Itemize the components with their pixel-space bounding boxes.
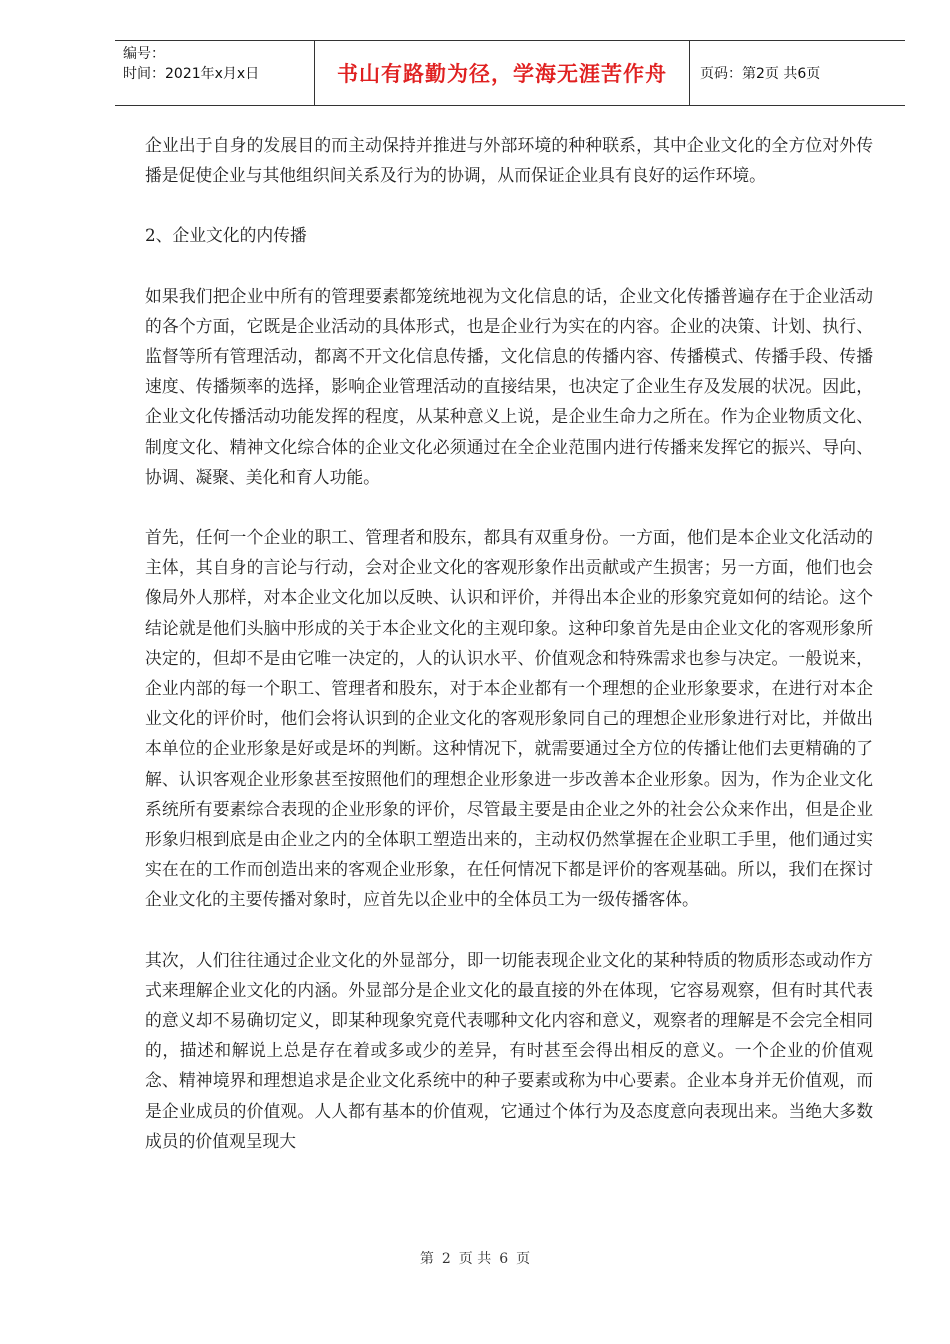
- footer-suffix: 页: [516, 1251, 531, 1267]
- header-slogan: 书山有路勤为径，学海无涯苦作舟: [315, 41, 690, 105]
- page-footer: [0, 1248, 950, 1268]
- header-meta: [115, 41, 315, 105]
- serial-number-label: 编号：: [123, 46, 165, 62]
- document-body: [145, 130, 873, 1186]
- section-heading: 2、企业文化的内传播: [145, 225, 307, 246]
- footer-current-page: 2: [441, 1251, 451, 1267]
- footer-middle: 页 共: [458, 1251, 492, 1267]
- header-page-number: 页码：第2页 共6页: [700, 66, 821, 82]
- page-header: [115, 40, 905, 106]
- paragraph: 首先，任何一个企业的职工、管理者和股东，都具有双重身份。一方面，他们是本企业文化活动的主体，其自身的言论与行动，会对企业文化的客观形象作出贡献或产生损害；另一方面，他们也会像局外人那样，对本企业文化加以反映、认识和评价，并得出本企业的形象究竟如何的结论。这个结论就是他们头脑中形成的关于本企业文化的主观印象。这种印象首先是由企业文化的客观形象所决定的，但却不是由它唯一决定的，人的认识水平、价值观念和特殊需求也参与决定。一般说来，企业内部的每一个职工、管理者和股东，对于本企业都有一个理想的企业形象要求，在进行对本企业文化的评价时，他们会将认识到的企业文化的客观形象同自己的理想企业形象进行对比，并做出本单位的企业形象是好或是坏的判断。这种情况下，就需要通过全方位的传播让他们去更精确的了解、认识客观企业形象甚至按照他们的理想企业形象进一步改善本企业形象。因为，作为企业文化系统所有要素综合表现的企业形象的评价，尽管最主要是由企业之外的社会公众来作出，但是企业形象归根到底是由企业之内的全体职工塑造出来的，主动权仍然掌握在企业职工手里，他们通过实实在在的工作而创造出来的客观企业形象，在任何情况下都是评价的客观基础。所以，我们在探讨企业文化的主要传播对象时，应首先以企业中的全体员工为一级传播客体。: [145, 527, 873, 910]
- paragraph: 企业出于自身的发展目的而主动保持并推进与外部环境的种种联系，其中企业文化的全方位对外传播是促使企业与其他组织间关系及行为的协调，从而保证企业具有良好的运作环境。: [145, 135, 873, 186]
- footer-total-pages: 6: [499, 1251, 509, 1267]
- time-label: 时间：2021年x月x日: [123, 66, 260, 82]
- paragraph: 其次，人们往往通过企业文化的外显部分，即一切能表现企业文化的某种特质的物质形态或动作方式来理解企业文化的内涵。外显部分是企业文化的最直接的外在体现，它容易观察，但有时其代表的意义却不易确切定义，即某种现象究竟代表哪种文化内容和意义，观察者的理解是不会完全相同的，描述和解说上总是存在着或多或少的差异，有时甚至会得出相反的意义。一个企业的价值观念、精神境界和理想追求是企业文化系统中的种子要素或称为中心要素。企业本身并无价值观，而是企业成员的价值观。人人都有基本的价值观，它通过个体行为及态度意向表现出来。当绝大多数成员的价值观呈现大: [145, 949, 873, 1151]
- paragraph: 如果我们把企业中所有的管理要素都笼统地视为文化信息的话，企业文化传播普遍存在于企业活动的各个方面，它既是企业活动的具体形式，也是企业行为实在的内容。企业的决策、计划、执行、监督等所有管理活动，都离不开文化信息传播，文化信息的传播内容、传播模式、传播手段、传播速度、传播频率的选择，影响企业管理活动的直接结果，也决定了企业生存及发展的状况。因此，企业文化传播活动功能发挥的程度，从某种意义上说，是企业生命力之所在。作为企业物质文化、制度文化、精神文化综合体的企业文化必须通过在全企业范围内进行传播来发挥它的振兴、导向、协调、凝聚、美化和育人功能。: [145, 285, 873, 487]
- footer-prefix: 第: [419, 1251, 434, 1267]
